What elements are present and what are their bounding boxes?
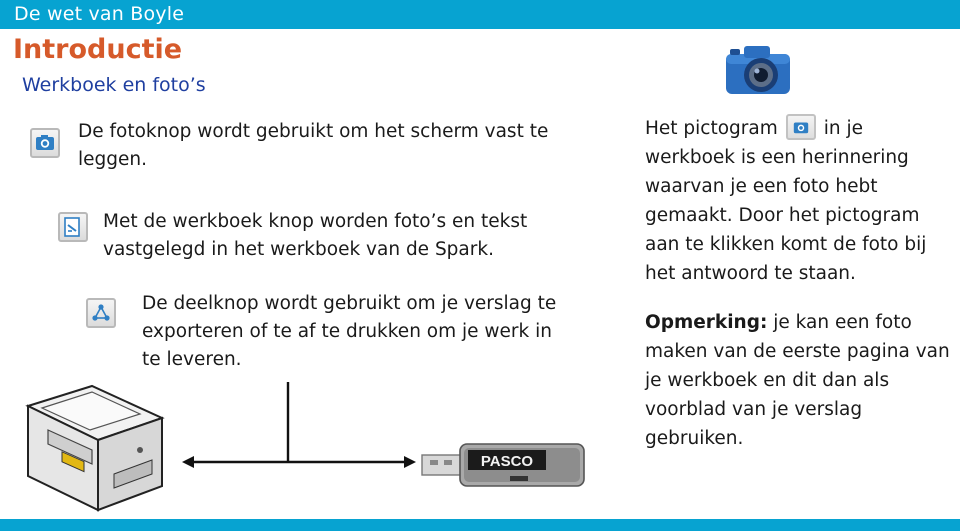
remark-paragraph xyxy=(645,308,950,453)
item-photo-button: De fotoknop wordt gebruikt om het scherm vast te leggen. xyxy=(78,121,549,170)
item-journal-button: Met de werkboek knop worden foto’s en tekst vastgelegd in het werkboek van de Spark. xyxy=(103,211,528,260)
journal-icon xyxy=(58,212,88,242)
printer-icon xyxy=(22,378,172,518)
info-text-after: in je werkboek is een herinnering waarvan je een foto hebt gemaakt. Door het pictogram aan te klikken komt de foto bij het antwoord te staan. xyxy=(645,118,927,284)
header-bar xyxy=(0,0,960,29)
item-share-button: De deelknop wordt gebruikt om je verslag te exporteren of te af te drukken om je werk in te leveren. xyxy=(142,293,557,370)
footer-bar xyxy=(0,519,960,531)
remark-label: Opmerking: xyxy=(645,312,768,333)
camera-icon xyxy=(30,128,60,158)
slide-subtitle: Werkboek en foto’s xyxy=(22,74,206,96)
share-icon xyxy=(86,298,116,328)
usb-stick-icon xyxy=(420,438,588,494)
camera-illustration-icon xyxy=(724,42,794,98)
usb-brand-label: PASCO xyxy=(480,453,534,470)
remark-text: je kan een foto maken van de eerste pagina van je werkboek en dit dan als voorblad van je verslag gebruiken. xyxy=(645,312,950,449)
header-title: De wet van Boyle xyxy=(14,3,185,25)
photo-marker-icon xyxy=(786,114,816,140)
info-text-before: Het pictogram xyxy=(645,118,778,139)
info-paragraph xyxy=(645,114,945,288)
slide-title: Introductie xyxy=(13,34,183,65)
